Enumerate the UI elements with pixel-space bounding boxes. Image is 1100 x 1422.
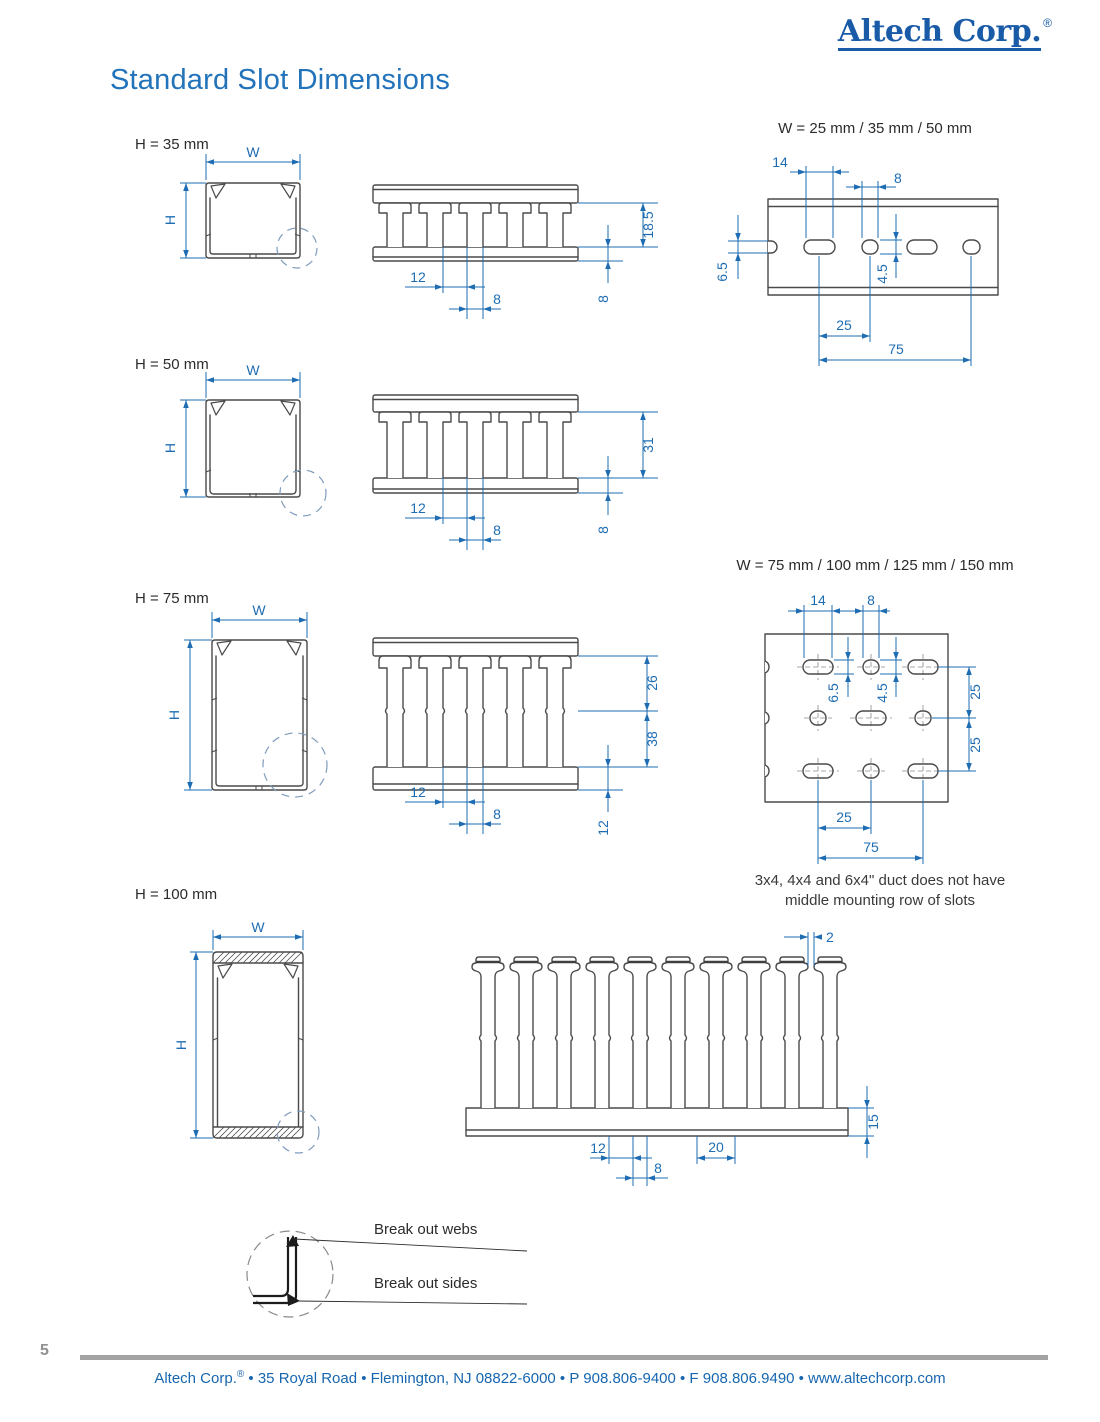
dim-label-pitch: 12 bbox=[410, 269, 426, 285]
dim-label-slot-len: 14 bbox=[810, 592, 826, 608]
dim-label-pitch25: 25 bbox=[836, 317, 852, 333]
footer-registered-mark: ® bbox=[236, 1369, 245, 1380]
dim-label-row-gap-2: 25 bbox=[967, 737, 983, 753]
side-view-h75 bbox=[360, 630, 670, 865]
dim-label-slot-w: 6.5 bbox=[825, 683, 841, 703]
finger-profile-h100 bbox=[440, 920, 890, 1185]
dim-label-row-gap-1: 25 bbox=[967, 684, 983, 700]
dim-label-pitch: 12 bbox=[410, 784, 426, 800]
dim-label-w: W bbox=[246, 144, 260, 160]
section-label-h75: H = 75 mm bbox=[135, 590, 209, 607]
dim-label-lower: 38 bbox=[644, 731, 660, 747]
footer-info: • 35 Royal Road • Flemington, NJ 08822-6000 • P 908.806-9400 • F 908.806.9490 • www.altechcorp.com bbox=[248, 1370, 946, 1387]
dim-label-h: H bbox=[162, 442, 178, 454]
dim-label-pitch: 12 bbox=[410, 500, 426, 516]
footer-company: Altech Corp. bbox=[154, 1370, 237, 1387]
dim-label-slot: 8 bbox=[493, 522, 501, 538]
dim-label-pitch: 12 bbox=[590, 1140, 606, 1156]
detail-callout-circle bbox=[277, 228, 317, 268]
cross-section-h75 bbox=[150, 600, 350, 825]
dim-label-depth: 31 bbox=[640, 437, 656, 453]
dim-label-slot-w-small: 4.5 bbox=[874, 683, 890, 703]
slot-pattern-small-widths bbox=[700, 150, 1100, 375]
dim-label-depth: 18.5 bbox=[640, 211, 656, 239]
dim-label-upper: 26 bbox=[644, 675, 660, 691]
footer-contact-line bbox=[0, 1369, 1100, 1387]
detail-callout-circle bbox=[263, 733, 327, 797]
dim-label-h: H bbox=[173, 1039, 189, 1051]
dim-label-base: 8 bbox=[595, 526, 611, 534]
slot-pattern-large-widths bbox=[730, 585, 1100, 885]
dim-label-span75: 75 bbox=[863, 839, 879, 855]
page-title: Standard Slot Dimensions bbox=[110, 64, 451, 96]
footer-divider-bar bbox=[80, 1355, 1048, 1360]
section-label-h100: H = 100 mm bbox=[135, 886, 218, 903]
break-arrow-sides bbox=[287, 1293, 300, 1306]
dim-label-span75: 75 bbox=[888, 341, 904, 357]
dim-label-slot-len: 14 bbox=[772, 154, 788, 170]
dim-label-slot-w: 6.5 bbox=[714, 262, 730, 282]
registered-mark: ® bbox=[1043, 16, 1052, 30]
rail-large-title: W = 75 mm / 100 mm / 125 mm / 150 mm bbox=[736, 557, 1014, 574]
rail-small-title: W = 25 mm / 35 mm / 50 mm bbox=[778, 120, 972, 137]
dim-label-slot: 8 bbox=[493, 806, 501, 822]
logo bbox=[838, 16, 1052, 51]
cross-section-h50 bbox=[150, 360, 350, 525]
dim-label-base: 8 bbox=[595, 295, 611, 303]
breakout-sides-label: Break out sides bbox=[374, 1275, 478, 1292]
side-view-h50 bbox=[360, 390, 665, 565]
detail-callout-circle bbox=[280, 470, 326, 516]
dim-label-base: 15 bbox=[865, 1114, 881, 1130]
dim-label-col-gap: 25 bbox=[836, 809, 852, 825]
dim-label-slot-len-small: 8 bbox=[867, 592, 875, 608]
dim-label-base: 12 bbox=[595, 820, 611, 836]
dim-label-cap-gap: 2 bbox=[826, 929, 834, 945]
side-view-h35 bbox=[360, 175, 665, 325]
dim-label-pitch2: 20 bbox=[708, 1139, 724, 1155]
dim-label-h: H bbox=[162, 214, 178, 226]
breakout-webs-label: Break out webs bbox=[374, 1221, 478, 1238]
page-number: 5 bbox=[40, 1342, 49, 1359]
dim-label-slot-len-small: 8 bbox=[894, 170, 902, 186]
dim-label-w: W bbox=[251, 919, 265, 935]
cross-section-h100 bbox=[173, 915, 390, 1165]
section-label-h35: H = 35 mm bbox=[135, 136, 209, 153]
duct-note-line1: 3x4, 4x4 and 6x4" duct does not have bbox=[754, 872, 1006, 889]
duct-note-line2: middle mounting row of slots bbox=[784, 892, 976, 909]
dim-label-slot: 8 bbox=[654, 1160, 662, 1176]
logo-text: Altech Corp. bbox=[837, 14, 1042, 49]
dim-label-h: H bbox=[166, 709, 182, 721]
dim-label-w: W bbox=[252, 602, 266, 618]
dim-label-w: W bbox=[246, 362, 260, 378]
dim-label-slot-w-small: 4.5 bbox=[874, 264, 890, 284]
dim-label-slot: 8 bbox=[493, 291, 501, 307]
cross-section-h35 bbox=[150, 140, 350, 280]
section-label-h50: H = 50 mm bbox=[135, 356, 209, 373]
